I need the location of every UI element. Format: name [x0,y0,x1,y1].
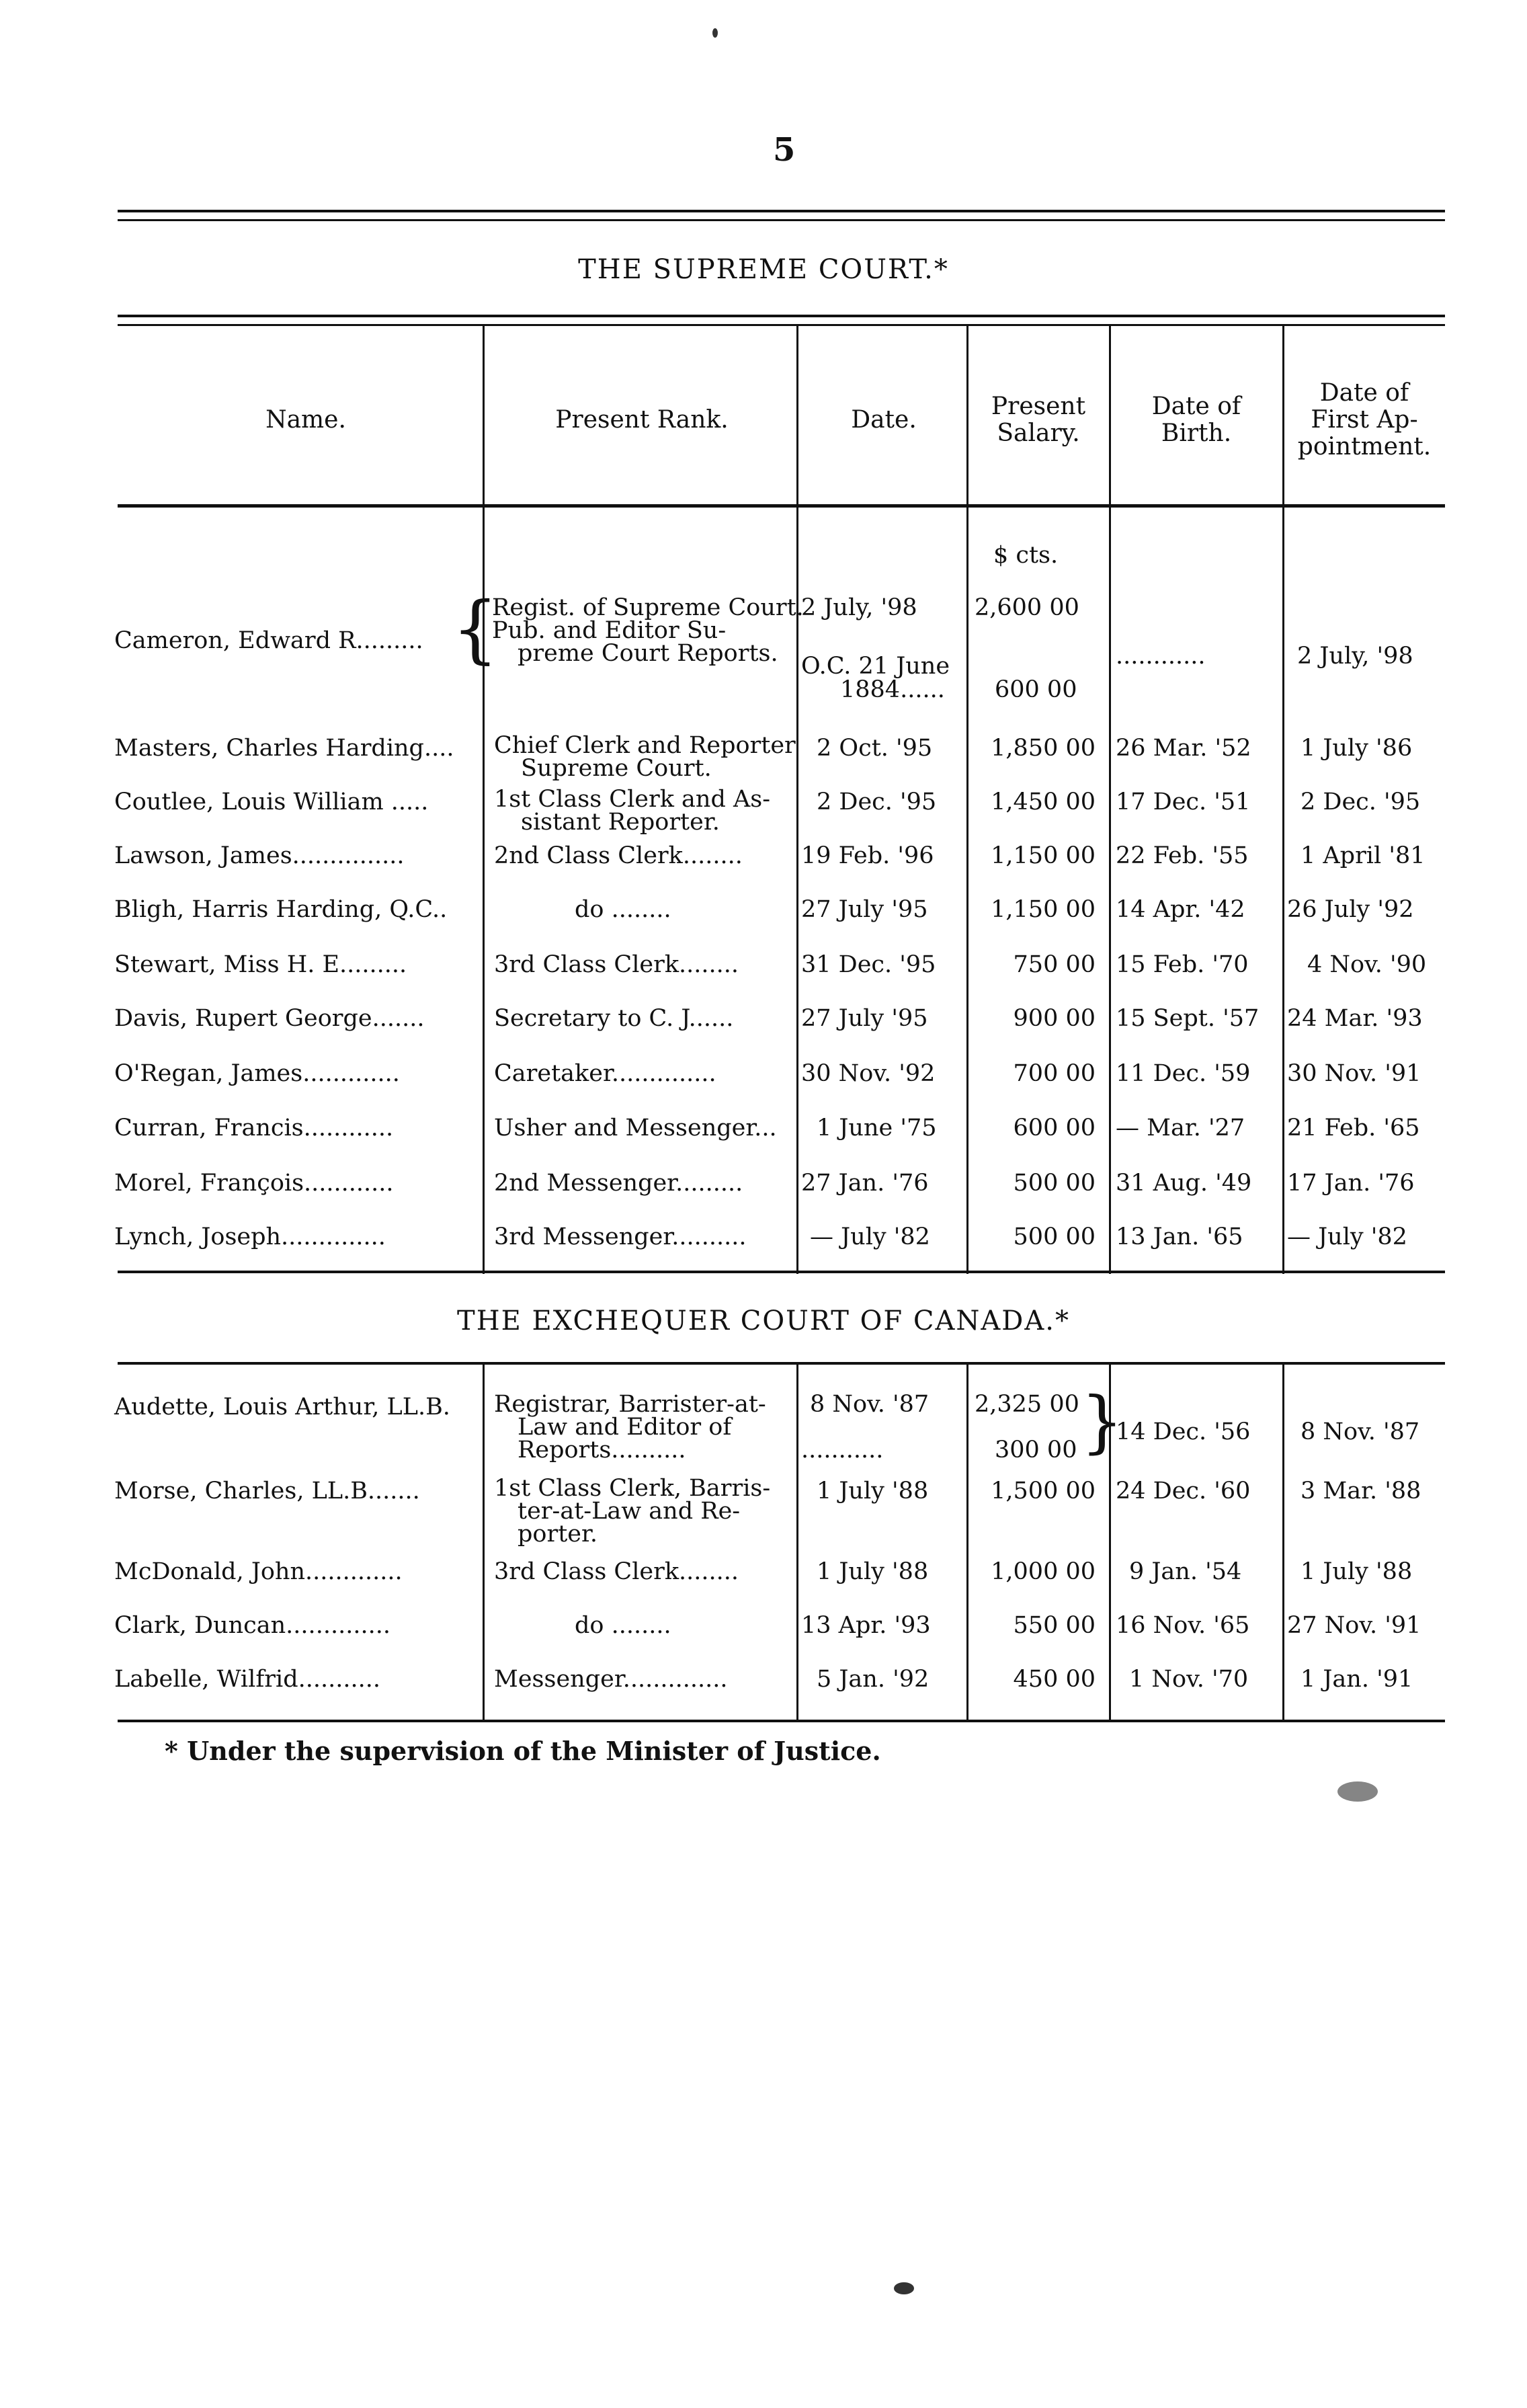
rank-labelle: Messenger.............. [494,1666,728,1693]
birth-masters: 26 Mar. '52 [1116,735,1251,762]
rank-audette: Registrar, Barrister-at- [494,1391,766,1418]
name-mcdonald: McDonald, John............. [114,1558,403,1585]
rank-morel: 2nd Messenger......... [494,1170,743,1197]
header-bottom-rule [118,504,1445,508]
first-coutlee: 2 Dec. '95 [1301,789,1421,815]
date-morel: 27 Jan. '76 [801,1170,929,1197]
rank-curran: Usher and Messenger... [494,1115,777,1141]
rank-coutlee: 1st Class Clerk and As- [494,786,771,813]
scan-speck [712,28,718,38]
rank-morse-2: ter-at-Law and Re- [518,1498,741,1525]
rank-clark: do ........ [575,1612,671,1639]
name-masters: Masters, Charles Harding.... [114,735,454,762]
col-divider-2 [796,326,798,1274]
date-masters: 2 Oct. '95 [817,735,933,762]
birth-bligh: 14 Apr. '42 [1116,896,1245,923]
salary-davis: 900 00 [1013,1005,1096,1032]
salary-curran: 600 00 [1013,1115,1096,1141]
first-morse: 3 Mar. '88 [1301,1478,1421,1504]
salary-labelle: 450 00 [1013,1666,1096,1693]
birth-lawson: 22 Feb. '55 [1116,842,1249,869]
name-coutlee: Coutlee, Louis William ..... [114,789,429,815]
date-curran: 1 June '75 [817,1115,937,1141]
salary-audette-2: 300 00 [995,1437,1077,1463]
exchequer-end-rule [118,1720,1445,1722]
date-audette-2: ........... [801,1437,884,1463]
birth-labelle: 1 Nov. '70 [1129,1666,1249,1693]
birth-audette: 14 Dec. '56 [1116,1418,1251,1445]
first-curran: 21 Feb. '65 [1287,1115,1420,1141]
first-cameron: 2 July, '98 [1297,643,1413,670]
exchequer-top-rule [118,1362,1445,1365]
date-labelle: 5 Jan. '92 [817,1666,930,1693]
name-audette: Audette, Louis Arthur, LL.B. [114,1394,450,1420]
col-divider-5 [1282,326,1284,1274]
rank-lynch: 3rd Messenger.......... [494,1223,747,1250]
first-labelle: 1 Jan. '91 [1301,1666,1413,1693]
date-stewart: 31 Dec. '95 [801,951,936,978]
ex-col-divider-1 [483,1365,485,1721]
rank-masters-2: Supreme Court. [521,755,712,782]
birth-lynch: 13 Jan. '65 [1116,1223,1243,1250]
name-clark: Clark, Duncan.............. [114,1612,390,1639]
exchequer-court-title: THE EXCHEQUER COURT OF CANADA.* [457,1306,1070,1336]
rank-cameron-3: preme Court Reports. [518,640,778,667]
birth-morel: 31 Aug. '49 [1116,1170,1252,1197]
col-divider-1 [483,326,485,1274]
name-stewart: Stewart, Miss H. E......... [114,951,407,978]
date-coutlee: 2 Dec. '95 [817,789,937,815]
salary-lynch: 500 00 [1013,1223,1096,1250]
name-lynch: Lynch, Joseph.............. [114,1223,386,1250]
date-oregan: 30 Nov. '92 [801,1060,936,1087]
brace-cameron: { [452,586,499,672]
salary-oregan: 700 00 [1013,1060,1096,1087]
birth-coutlee: 17 Dec. '51 [1116,789,1251,815]
first-lynch: — July '82 [1287,1223,1407,1250]
scan-speck [894,2282,914,2294]
first-oregan: 30 Nov. '91 [1287,1060,1421,1087]
salary-bligh: 1,150 00 [991,896,1096,923]
rank-masters: Chief Clerk and Reporter [494,732,796,759]
rank-cameron-2: Pub. and Editor Su- [492,617,727,644]
supreme-end-rule [118,1271,1445,1273]
header-top-rule-2 [118,324,1445,326]
name-bligh: Bligh, Harris Harding, Q.C.. [114,896,448,923]
salary-mcdonald: 1,000 00 [991,1558,1096,1585]
birth-davis: 15 Sept. '57 [1116,1005,1260,1032]
first-clark: 27 Nov. '91 [1287,1612,1421,1639]
first-davis: 24 Mar. '93 [1287,1005,1423,1032]
date-cameron-2: O.C. 21 June [801,653,950,680]
rank-morse: 1st Class Clerk, Barris- [494,1475,771,1502]
col-divider-4 [1109,326,1111,1274]
page-number: 5 [773,131,796,169]
first-morel: 17 Jan. '76 [1287,1170,1415,1197]
salary-unit: $ cts. [993,542,1059,569]
name-labelle: Labelle, Wilfrid........... [114,1666,380,1693]
salary-masters: 1,850 00 [991,735,1096,762]
birth-curran: — Mar. '27 [1116,1115,1245,1141]
salary-lawson: 1,150 00 [991,842,1096,869]
birth-mcdonald: 9 Jan. '54 [1129,1558,1242,1585]
name-morse: Morse, Charles, LL.B....... [114,1478,420,1504]
date-bligh: 27 July '95 [801,896,928,923]
brace-audette: } [1081,1382,1124,1461]
header-rank: Present Rank. [555,406,729,434]
rank-mcdonald: 3rd Class Clerk........ [494,1558,739,1585]
rank-oregan: Caretaker.............. [494,1060,716,1087]
birth-stewart: 15 Feb. '70 [1116,951,1249,978]
rank-morse-3: porter. [518,1521,597,1548]
rank-stewart: 3rd Class Clerk........ [494,951,739,978]
salary-cameron: 2,600 00 [975,594,1079,621]
name-morel: Morel, François............ [114,1170,394,1197]
ex-col-divider-2 [796,1365,798,1721]
rank-coutlee-2: sistant Reporter. [521,809,720,836]
first-bligh: 26 July '92 [1287,896,1414,923]
birth-clark: 16 Nov. '65 [1116,1612,1250,1639]
salary-clark: 550 00 [1013,1612,1096,1639]
date-lawson: 19 Feb. '96 [801,842,934,869]
salary-stewart: 750 00 [1013,951,1096,978]
scan-speck [1337,1781,1378,1802]
date-cameron-3: 1884...... [840,676,945,703]
first-stewart: 4 Nov. '90 [1307,951,1427,978]
first-audette: 8 Nov. '87 [1301,1418,1420,1445]
salary-cameron-2: 600 00 [995,676,1077,703]
name-oregan: O'Regan, James............. [114,1060,400,1087]
ex-col-divider-5 [1282,1365,1284,1721]
header-salary: Present Salary. [991,393,1086,447]
rank-lawson: 2nd Class Clerk........ [494,842,743,869]
date-cameron: 2 July, '98 [801,594,917,621]
rank-cameron: Regist. of Supreme Court. [492,594,804,621]
salary-audette: 2,325 00 [975,1391,1079,1418]
salary-morse: 1,500 00 [991,1478,1096,1504]
name-davis: Davis, Rupert George....... [114,1005,425,1032]
date-morse: 1 July '88 [817,1478,929,1504]
first-lawson: 1 April '81 [1301,842,1426,869]
header-top-rule [118,315,1445,317]
name-cameron: Cameron, Edward R......... [114,627,423,654]
top-rule-2 [118,219,1445,221]
rank-bligh: do ........ [575,896,671,923]
rank-audette-3: Reports.......... [518,1437,686,1463]
rank-audette-2: Law and Editor of [518,1414,732,1441]
salary-coutlee: 1,450 00 [991,789,1096,815]
header-first-appointment: Date of First Ap- pointment. [1297,379,1432,460]
date-lynch: — July '82 [810,1223,930,1250]
header-name: Name. [265,406,346,434]
date-clark: 13 Apr. '93 [801,1612,931,1639]
header-birth: Date of Birth. [1151,393,1241,447]
birth-morse: 24 Dec. '60 [1116,1478,1251,1504]
date-audette: 8 Nov. '87 [810,1391,930,1418]
salary-morel: 500 00 [1013,1170,1096,1197]
header-date: Date. [851,406,917,434]
footnote: * Under the supervision of the Minister of Justice. [165,1736,881,1766]
top-rule [118,210,1445,212]
name-curran: Curran, Francis............ [114,1115,394,1141]
name-lawson: Lawson, James............... [114,842,405,869]
rank-davis: Secretary to C. J...... [494,1005,734,1032]
date-mcdonald: 1 July '88 [817,1558,929,1585]
first-mcdonald: 1 July '88 [1301,1558,1413,1585]
date-davis: 27 July '95 [801,1005,928,1032]
birth-oregan: 11 Dec. '59 [1116,1060,1251,1087]
birth-cameron: ............ [1116,643,1206,670]
supreme-court-title: THE SUPREME COURT.* [578,254,949,285]
first-masters: 1 July '86 [1301,735,1413,762]
